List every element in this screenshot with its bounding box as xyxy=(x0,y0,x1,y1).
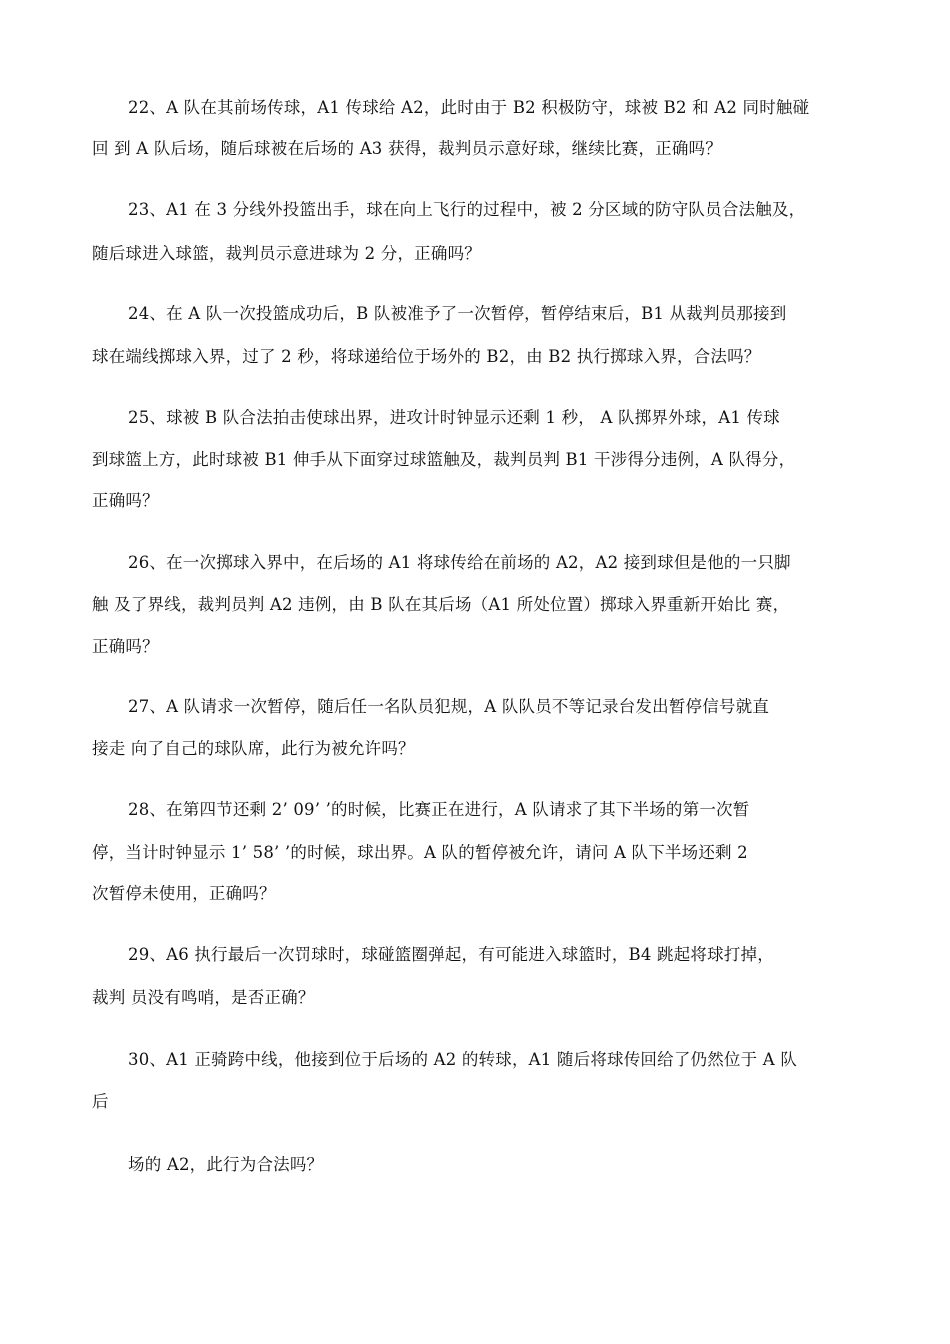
question-25-line-2: 到球篮上方，此时球被 B1 伸手从下面穿过球篮触及，裁判员判 B1 干涉得分违例，A 队得分， xyxy=(92,450,796,469)
question-24-line-2: 球在端线掷球入界，过了 2 秒，将球递给位于场外的 B2，由 B2 执行掷球入界，合法吗？ xyxy=(92,347,761,366)
question-26-line-1: 26、在一次掷球入界中，在后场的 A1 将球传给在前场的 A2，A2 接到球但是他的一只脚 xyxy=(128,553,791,572)
question-29-line-1: 29、A6 执行最后一次罚球时，球碰篮圈弹起，有可能进入球篮时，B4 跳起将球打掉， xyxy=(128,945,774,964)
question-27-line-2: 接走 向了自己的球队席，此行为被允许吗？ xyxy=(92,739,415,758)
question-30-line-1: 30、A1 正骑跨中线，他接到位于后场的 A2 的转球，A1 随后将球传回给了仍然位于 A 队 xyxy=(128,1050,798,1069)
question-22-line-2: 回 到 A 队后场，随后球被在后场的 A3 获得，裁判员示意好球，继续比赛，正确吗？ xyxy=(92,139,722,158)
question-25-line-3: 正确吗？ xyxy=(92,491,159,510)
question-23-line-1: 23、A1 在 3 分线外投篮出手，球在向上飞行的过程中，被 2 分区域的防守队员合法触及， xyxy=(128,200,806,219)
question-25-line-1: 25、球被 B 队合法拍击使球出界，进攻计时钟显示还剩 1 秒， A 队掷界外球，A1 传球 xyxy=(128,408,780,427)
question-26-line-3: 正确吗？ xyxy=(92,637,159,656)
question-29-line-2: 裁判 员没有鸣哨，是否正确？ xyxy=(92,988,315,1007)
question-30-line-3: 场的 A2，此行为合法吗？ xyxy=(128,1155,324,1174)
question-30-line-2: 后 xyxy=(92,1092,109,1111)
question-24-line-1: 24、在 A 队一次投篮成功后，B 队被准予了一次暂停，暂停结束后，B1 从裁判员那接到 xyxy=(128,304,787,323)
question-22-line-1: 22、A 队在其前场传球，A1 传球给 A2，此时由于 B2 积极防守，球被 B2 和 A2 同时触碰 xyxy=(128,98,810,117)
question-27-line-1: 27、A 队请求一次暂停，随后任一名队员犯规，A 队队员不等记录台发出暂停信号就直 xyxy=(128,697,770,716)
question-26-line-2: 触 及了界线，裁判员判 A2 违例，由 B 队在其后场（A1 所处位置）掷球入界重新开始比 赛， xyxy=(92,595,790,614)
question-28-line-2: 停，当计时钟显示 1’ 58’ ’的时候，球出界。A 队的暂停被允许，请问 A 队下半场还剩 2 xyxy=(92,843,748,862)
question-28-line-3: 次暂停未使用，正确吗？ xyxy=(92,884,276,903)
question-28-line-1: 28、在第四节还剩 2’ 09’ ’的时候，比赛正在进行，A 队请求了其下半场的第一次暂 xyxy=(128,800,750,819)
question-23-line-2: 随后球进入球篮，裁判员示意进球为 2 分，正确吗？ xyxy=(92,244,481,263)
